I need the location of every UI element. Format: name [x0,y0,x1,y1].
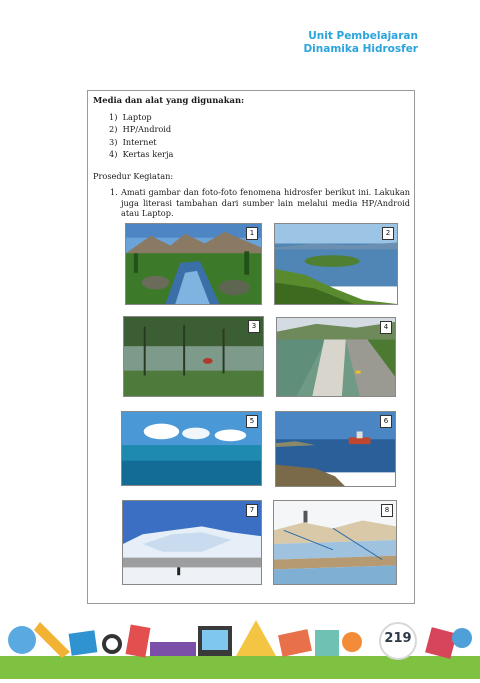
unit-header [303,30,418,56]
photo-number: 5 [246,415,258,428]
photo-number: 8 [381,504,393,517]
prosedur-heading: Prosedur Kegiatan: [93,171,174,181]
header-line-2: Dinamika Hidrosfer [303,43,418,55]
page-number: 219 [384,631,412,646]
river-photo [125,223,262,305]
glacier-penguins-photo [122,500,262,585]
list-item: 1) Laptop [109,112,152,122]
ocean-photo [121,411,262,486]
photo-number: 1 [246,227,258,240]
photo-number: 6 [380,415,392,428]
header-line-1: Unit Pembelajaran [308,30,418,42]
media-heading: Media dan alat yang digunakan: [93,95,245,105]
list-item: 2) HP/Android [109,124,172,135]
dam-photo [276,317,396,397]
list-item: 4) Kertas kerja [109,149,174,160]
photo-number: 7 [246,504,258,517]
coast-ship-photo [275,411,396,487]
groundwater-diagram [273,500,397,585]
media-list [109,111,173,161]
lake-island-photo [274,223,398,305]
list-item: 3) Internet [109,136,157,147]
step-text: Amati gambar dan foto-foto fenomena hidrosfer berikut ini. Lakukan juga literasi tambahan dari sumber lain melalui media HP/Android atau Laptop. [121,187,410,219]
procedure-step [110,187,410,219]
swamp-photo [123,316,264,397]
photo-number: 2 [382,227,394,240]
step-number: 1. [110,187,118,197]
photo-number: 4 [380,321,392,334]
photo-number: 3 [248,320,260,333]
